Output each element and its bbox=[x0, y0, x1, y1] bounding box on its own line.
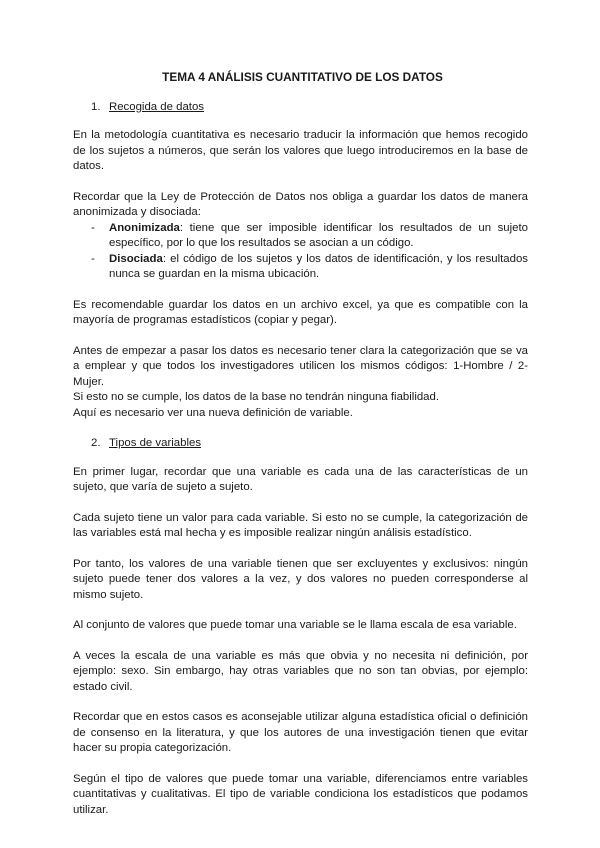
section-number: 2. bbox=[91, 437, 101, 449]
document-title: TEMA 4 ANÁLISIS CUANTITATIVO DE LOS DATOS bbox=[162, 70, 443, 84]
term-definition: : el código de los sujetos y los datos de identificación, y los resultados nunca se guardan en la misma ubicación. bbox=[109, 252, 528, 280]
section-number: 1. bbox=[91, 100, 101, 113]
list-dash: - bbox=[91, 221, 95, 234]
bullet-list bbox=[73, 221, 528, 283]
section-heading-tipos bbox=[91, 436, 528, 452]
paragraph: A veces la escala de una variable es más que obvia y no necesita ni definición, por ejemplo: sexo. Sin embargo, hay otras variables que no son tan obvias, por ejemplo: estado civil. bbox=[73, 649, 528, 693]
paragraph: Recordar que la Ley de Protección de Datos nos obliga a guardar los datos de manera anonimizada y disociada: bbox=[73, 190, 528, 218]
paragraph: Si esto no se cumple, los datos de la base no tendrán ninguna fiabilidad. bbox=[73, 391, 440, 403]
paragraph: Recordar que en estos casos es aconsejable utilizar alguna estadística oficial o definición de consenso en la literatura, y que los autores de una investigación tienen que evitar hacer su propia categorización. bbox=[73, 711, 528, 754]
paragraph-block bbox=[73, 344, 528, 422]
paragraph: Aquí es necesario ver una nueva definición de variable. bbox=[73, 406, 353, 419]
paragraph: Antes de empezar a pasar los datos es necesario tener clara la categorización que se va a emplear y que todos los investigadores utilicen los mismos códigos: 1-Hombre / 2-Mujer. bbox=[73, 344, 528, 388]
list-dash: - bbox=[91, 252, 95, 265]
list-item bbox=[73, 221, 528, 252]
paragraph: Cada sujeto tiene un valor para cada variable. Si esto no se cumple, la categorización de las variables está mal hecha y es imposible realizar ningún análisis estadístico. bbox=[73, 511, 528, 539]
term-disociada: Disociada bbox=[109, 252, 163, 265]
term-definition: : tiene que ser imposible identificar los resultados de un sujeto específico, por lo que los resultados se asocian a un código. bbox=[109, 221, 528, 249]
paragraph: Por tanto, los valores de una variable tienen que ser excluyentes y exclusivos: ningún sujeto puede tener dos valores a la vez, y dos valores no pueden corresponderse al mismo sujeto. bbox=[73, 557, 528, 601]
paragraph: En primer lugar, recordar que una variable es cada una de las características de un sujeto, que varía de sujeto a sujeto. bbox=[73, 465, 528, 493]
paragraph: En la metodología cuantitativa es necesario traducir la información que hemos recogido de los sujetos a números, que serán los valores que luego introduciremos en la base de datos. bbox=[73, 129, 528, 172]
section-heading-recogida bbox=[91, 100, 528, 116]
list-item bbox=[73, 252, 528, 283]
paragraph: Es recomendable guardar los datos en un archivo excel, ya que es compatible con la mayoría de programas estadísticos (copiar y pegar). bbox=[73, 298, 528, 326]
term-anonimizada: Anonimizada bbox=[109, 221, 180, 234]
paragraph: Según el tipo de valores que puede tomar una variable, diferenciamos entre variables cuantitativas y cualitativas. El tipo de variable condiciona los estadísticos que podamos utilizar. bbox=[73, 772, 528, 816]
paragraph: Al conjunto de valores que puede tomar una variable se le llama escala de esa variable. bbox=[73, 619, 517, 631]
section-title: Tipos de variables bbox=[109, 437, 202, 449]
section-title: Recogida de datos bbox=[109, 100, 204, 113]
